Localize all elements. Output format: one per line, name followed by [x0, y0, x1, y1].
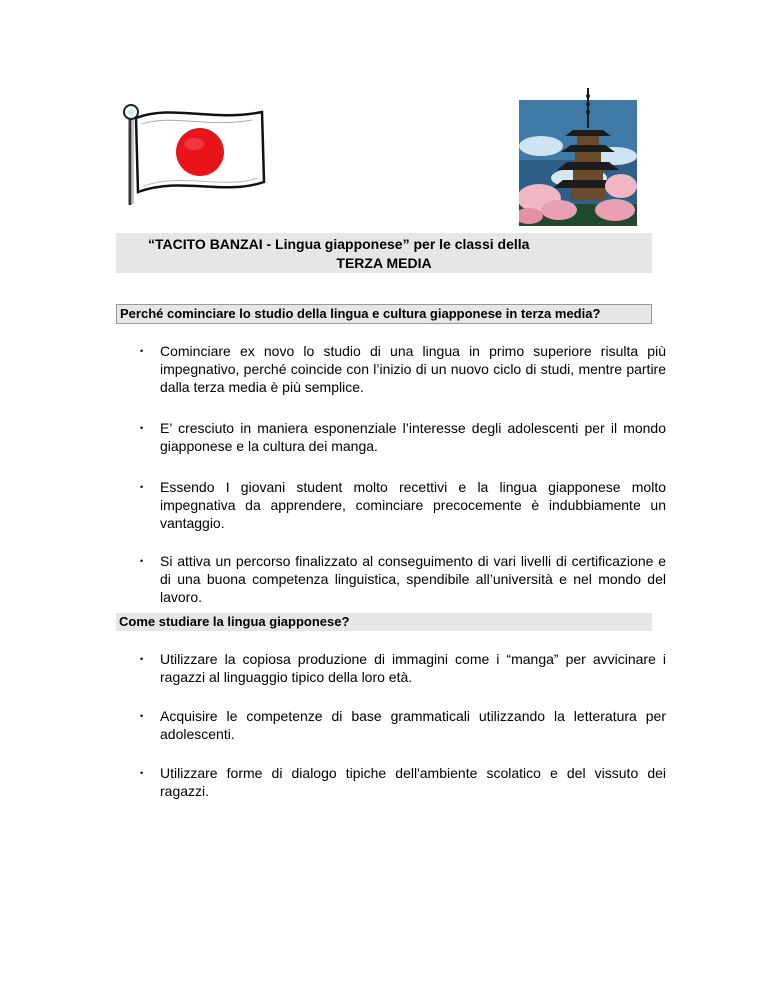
page-title [116, 233, 652, 273]
list-item: • E’ cresciuto in maniera esponenziale l’interesse degli adolescenti per il mondo giapponese e la cultura dei manga. [140, 420, 666, 454]
list-item: • Cominciare ex novo lo studio di una lingua in primo superiore risulta più impegnativo, perché coincide con l’inizio di un nuovo ciclo di studi, mentre partire dalla terza media è più semplice. [140, 343, 666, 395]
pagoda-icon [519, 86, 637, 226]
section-heading-why: Perché cominciare lo studio della lingua e cultura giapponese in terza media? [116, 304, 652, 324]
list-item: • Essendo I giovani student molto recettivi e la lingua giapponese molto impegnativa da apprendere, cominciare precocemente è indubbiamente un vantaggio. [140, 479, 666, 531]
section-how-list [116, 650, 666, 821]
list-item: • Si attiva un percorso finalizzato al conseguimento di vari livelli di certificazione e di una buona competenza linguistica, spendibile all’università e nel mondo del lavoro. [140, 553, 666, 605]
bullet-icon: • [140, 556, 144, 566]
bullet-icon: • [140, 346, 144, 356]
bullet-icon: • [140, 654, 144, 664]
bullet-icon: • [140, 482, 144, 492]
bullet-icon: • [140, 711, 144, 721]
japan-flag-icon [112, 100, 272, 210]
list-item: • Utilizzare forme di dialogo tipiche dell'ambiente scolatico e del vissuto dei ragazzi. [140, 765, 666, 799]
list-item: • Acquisire le competenze di base grammaticali utilizzando la letteratura per adolescenti. [140, 708, 666, 742]
title-line-1: “TACITO BANZAI - Lingua giapponese” per le classi della [148, 236, 530, 252]
bullet-icon: • [140, 423, 144, 433]
bullet-icon: • [140, 768, 144, 778]
list-item: • Utilizzare la copiosa produzione di immagini come i “manga” per avvicinare i ragazzi al linguaggio tipico della loro età. [140, 651, 666, 685]
title-line-2: TERZA MEDIA [336, 255, 432, 271]
section-why-list [116, 342, 666, 629]
section-heading-how: Come studiare la lingua giapponese? [116, 613, 652, 631]
